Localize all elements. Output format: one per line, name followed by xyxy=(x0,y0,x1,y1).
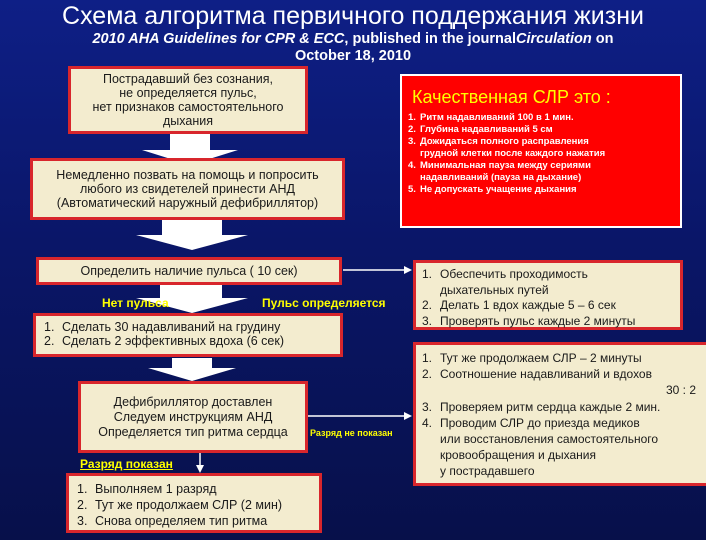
item-number: 3. xyxy=(408,136,416,147)
item-number xyxy=(422,447,440,463)
quality-cpr-item xyxy=(408,160,674,172)
item-number xyxy=(408,172,420,184)
item-number xyxy=(408,148,420,160)
item-number: 3. xyxy=(422,313,433,328)
quality-cpr-title: Качественная СЛР это : xyxy=(412,87,611,107)
box-no-shock-item xyxy=(422,415,700,431)
page-edge xyxy=(706,0,720,540)
arrow-to-noshock-box-head xyxy=(404,412,412,420)
box-no-shock-item xyxy=(422,431,700,447)
item-number: 1. xyxy=(408,112,416,123)
item-number xyxy=(422,431,440,447)
subtitle-published: , published in the journal xyxy=(344,31,517,47)
box-check-pulse-text: Определить наличие пульса ( 10 сек) xyxy=(80,264,298,278)
quality-cpr-box xyxy=(400,74,682,228)
box-shock-actions-item xyxy=(77,497,319,513)
item-text: кровообращения и дыхания xyxy=(440,448,597,463)
box-pulse-present xyxy=(413,260,683,330)
box-defibrillator xyxy=(78,381,308,453)
item-number: 1. xyxy=(422,351,433,365)
item-text: Минимальная пауза между сериями xyxy=(420,160,591,171)
subtitle-on: on xyxy=(591,31,614,47)
label-shock-indicated: Разряд показан xyxy=(80,457,173,471)
label-no-pulse: Нет пульса xyxy=(102,296,169,310)
arrow-to-pulse-box-head xyxy=(404,266,412,274)
item-number: 5. xyxy=(408,184,416,195)
box-call-help-line: (Автоматический наружный дефибриллятор) xyxy=(56,196,319,210)
item-text: грудной клетки после каждого нажатия xyxy=(420,148,606,159)
item-number: 3. xyxy=(422,399,433,414)
arrow-down-4 xyxy=(148,358,236,381)
subtitle-date: October 18, 2010 xyxy=(294,48,412,64)
item-text: Проверять пульс каждые 2 минуты xyxy=(440,313,636,328)
subtitle-journal: Circulation xyxy=(516,31,592,47)
box-compressions-item xyxy=(44,334,340,348)
box-unconscious-line: Пострадавший без сознания, xyxy=(103,72,273,86)
page-title: Схема алгоритма первичного поддержания жизни xyxy=(62,2,644,30)
box-no-shock-item xyxy=(422,399,700,415)
item-text: Проводим СЛР до приезда медиков xyxy=(440,415,640,430)
subtitle-guidelines: 2010 AHA Guidelines for CPR & ECC xyxy=(92,31,345,47)
box-pulse-present-item xyxy=(422,267,680,283)
item-text: дыхательных путей xyxy=(440,282,549,297)
box-defibrillator-line: Определяется тип ритма сердца xyxy=(98,424,288,439)
arrow-to-shock-box-head xyxy=(196,465,204,473)
box-no-shock-item xyxy=(422,447,700,463)
item-number: 2. xyxy=(44,334,55,348)
box-no-shock-item xyxy=(422,366,700,382)
item-number: 1. xyxy=(44,320,55,334)
box-pulse-present-item xyxy=(422,298,680,314)
item-text: надавливаний (пауза на дыхание) xyxy=(420,172,582,183)
item-text: Выполняем 1 разряд xyxy=(95,482,217,496)
item-number xyxy=(422,463,440,479)
item-text: Тут же продолжаем СЛР – 2 минуты xyxy=(440,351,642,365)
quality-cpr-item xyxy=(408,112,674,124)
item-text: Сделать 30 надавливаний на грудину xyxy=(62,320,281,334)
item-text: Ритм надавливаний 100 в 1 мин. xyxy=(420,112,574,123)
box-shock-actions xyxy=(66,473,322,533)
box-compressions-item xyxy=(44,320,340,334)
box-no-shock-item xyxy=(422,463,700,479)
box-shock-actions-item xyxy=(77,481,319,497)
item-text: Снова определяем тип ритма xyxy=(95,514,268,528)
quality-cpr-item xyxy=(408,136,674,148)
item-text: Дожидаться полного расправления xyxy=(420,136,589,147)
box-unconscious-line: не определяется пульс, xyxy=(119,86,257,100)
box-pulse-present-item xyxy=(422,314,680,330)
quality-cpr-item xyxy=(408,172,674,184)
quality-cpr-item xyxy=(408,148,674,160)
box-call-help-line: любого из свидетелей принести АНД xyxy=(79,182,296,196)
item-number: 2. xyxy=(422,367,433,382)
box-pulse-present-item xyxy=(422,283,680,299)
box-defibrillator-line: Дефибриллятор доставлен xyxy=(113,394,273,409)
box-check-pulse xyxy=(36,257,342,285)
label-pulse-detected: Пульс определяется xyxy=(262,296,386,310)
box-call-help xyxy=(30,158,345,220)
item-number: 2. xyxy=(408,124,416,135)
item-number: 2. xyxy=(422,298,433,312)
item-text: Проверяем ритм сердца каждые 2 мин. xyxy=(440,399,661,414)
item-text: Обеспечить проходимость xyxy=(440,267,588,281)
label-shock-not-indicated: Разряд не показан xyxy=(310,428,393,438)
item-text: Соотношение надавливаний и вдохов xyxy=(440,367,652,382)
box-compressions xyxy=(33,313,343,357)
item-number: 4. xyxy=(422,415,433,430)
box-call-help-line: Немедленно позвать на помощь и попросить xyxy=(56,168,319,182)
item-text: Делать 1 вдох каждые 5 – 6 сек xyxy=(440,298,616,312)
box-no-shock-item xyxy=(422,350,700,366)
box-no-shock-item xyxy=(422,382,700,398)
item-text: или восстановления самостоятельного xyxy=(440,432,659,447)
item-number xyxy=(422,283,440,299)
box-defibrillator-line: Следуем инструкциям АНД xyxy=(113,409,273,424)
item-number: 2. xyxy=(77,498,88,512)
box-shock-actions-item xyxy=(77,513,319,529)
item-number: 4. xyxy=(408,160,416,171)
box-unconscious-line: дыхания xyxy=(163,114,213,128)
box-no-shock-actions xyxy=(413,342,706,486)
item-text: Не допускать учащение дыхания xyxy=(420,184,577,195)
item-text: у пострадавшего xyxy=(440,464,535,479)
quality-cpr-item xyxy=(408,184,674,196)
quality-cpr-item xyxy=(408,124,674,136)
ratio-text: 30 : 2 xyxy=(665,383,696,398)
item-text: Глубина надавливаний 5 см xyxy=(420,124,553,135)
item-number: 1. xyxy=(77,482,88,496)
arrow-down-2 xyxy=(136,219,248,250)
item-number: 3. xyxy=(77,514,88,528)
box-unconscious-line: нет признаков самостоятельного xyxy=(92,100,284,114)
item-text: Тут же продолжаем СЛР (2 мин) xyxy=(95,498,283,512)
box-unconscious xyxy=(68,66,308,134)
item-number: 1. xyxy=(422,267,433,281)
item-text: Сделать 2 эффективных вдоха (6 сек) xyxy=(62,334,284,348)
